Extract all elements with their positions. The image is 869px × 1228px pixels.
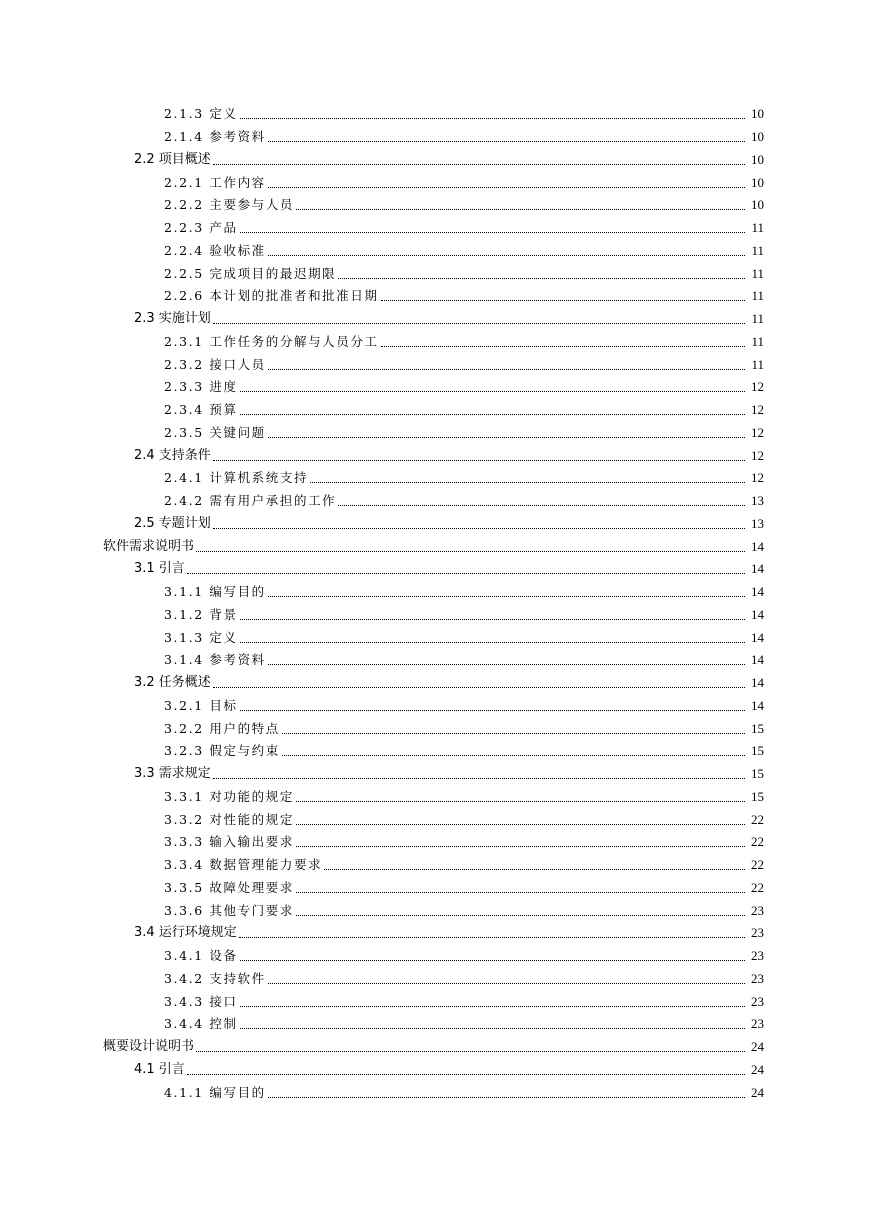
toc-entry-title: 3.1 引言 [134, 561, 185, 577]
toc-entry-title: 2.2.6 本计划的批准者和批准日期 [164, 288, 379, 304]
toc-entry-title: 3.1.3 定义 [164, 629, 238, 645]
dot-leader [296, 846, 745, 847]
dot-leader [296, 892, 745, 893]
toc-entry-title: 2.2.1 工作内容 [164, 174, 266, 190]
toc-page-number: 23 [751, 1016, 764, 1032]
toc-entry[interactable] [0, 558, 869, 581]
toc-entry[interactable] [0, 763, 869, 786]
toc-entry[interactable] [0, 854, 869, 877]
dot-leader [240, 118, 745, 119]
dot-leader [240, 391, 745, 392]
dot-leader [187, 1074, 745, 1075]
toc-entry[interactable] [0, 649, 869, 672]
toc-entry-title: 2.3.1 工作任务的分解与人员分工 [164, 333, 379, 349]
toc-page-number: 24 [751, 1061, 764, 1077]
toc-entry-title: 软件需求说明书 [103, 538, 195, 554]
dot-leader [381, 300, 745, 301]
toc-page-number: 11 [751, 333, 764, 349]
toc-page-number: 23 [751, 993, 764, 1009]
dot-leader [187, 573, 745, 574]
dot-leader [213, 687, 745, 688]
toc-page-number: 14 [751, 629, 764, 645]
dot-leader [268, 369, 745, 370]
toc-entry[interactable] [0, 899, 869, 922]
toc-page-number: 12 [751, 379, 764, 395]
toc-page-number: 14 [751, 561, 764, 577]
toc-entry[interactable] [0, 217, 869, 240]
toc-page-number: 24 [751, 1084, 764, 1100]
toc-page-number: 11 [751, 288, 764, 304]
toc-entry[interactable] [0, 194, 869, 217]
toc-page-number: 12 [751, 470, 764, 486]
toc-entry[interactable] [0, 1013, 869, 1036]
toc-page-number: 23 [751, 902, 764, 918]
toc-entry-title: 3.2.2 用户的特点 [164, 720, 280, 736]
toc-page-number: 14 [751, 606, 764, 622]
toc-entry[interactable] [0, 513, 869, 536]
toc-page-number: 10 [751, 197, 764, 213]
toc-entry[interactable] [0, 626, 869, 649]
dot-leader [240, 232, 745, 233]
dot-leader [268, 983, 745, 984]
toc-entry[interactable] [0, 422, 869, 445]
toc-page-number: 23 [751, 970, 764, 986]
dot-leader [296, 801, 745, 802]
dot-leader [324, 869, 745, 870]
toc-entry-title: 2.2.5 完成项目的最迟期限 [164, 265, 337, 281]
toc-entry-title: 2.2.3 产品 [164, 220, 238, 236]
dot-leader [268, 141, 745, 142]
toc-page-number: 10 [751, 174, 764, 190]
toc-entry[interactable] [0, 399, 869, 422]
toc-page-number: 22 [751, 834, 764, 850]
dot-leader [282, 733, 745, 734]
toc-entry[interactable] [0, 1036, 869, 1059]
toc-entry-title: 3.4.1 设备 [164, 948, 238, 964]
toc-entry-title: 3.1.2 背景 [164, 606, 238, 622]
toc-page-number: 22 [751, 879, 764, 895]
toc-entry[interactable] [0, 740, 869, 763]
toc-entry[interactable] [0, 535, 869, 558]
toc-entry-title: 3.4 运行环境规定 [134, 925, 237, 941]
toc-entry[interactable] [0, 353, 869, 376]
toc-entry[interactable] [0, 695, 869, 718]
dot-leader [381, 346, 745, 347]
dot-leader [338, 278, 745, 279]
dot-leader [310, 482, 745, 483]
toc-entry[interactable] [0, 786, 869, 809]
toc-page-number: 15 [751, 788, 764, 804]
dot-leader [213, 323, 745, 324]
toc-page-number: 15 [751, 720, 764, 736]
toc-entry[interactable] [0, 467, 869, 490]
toc-entry[interactable] [0, 490, 869, 513]
toc-page-number: 15 [751, 743, 764, 759]
toc-page-number: 11 [751, 311, 764, 327]
toc-entry-title: 2.3.4 预算 [164, 402, 238, 418]
dot-leader [338, 505, 745, 506]
toc-entry[interactable] [0, 444, 869, 467]
toc-page-number: 22 [751, 857, 764, 873]
dot-leader [239, 937, 745, 938]
toc-entry-title: 4.1 引言 [134, 1061, 185, 1077]
dot-leader [213, 528, 745, 529]
toc-entry-title: 3.2 任务概述 [134, 675, 211, 691]
toc-entry-title: 3.3 需求规定 [134, 766, 211, 782]
toc-entry[interactable] [0, 308, 869, 331]
dot-leader [268, 255, 745, 256]
toc-page-number: 23 [751, 948, 764, 964]
dot-leader [296, 915, 745, 916]
dot-leader [196, 1051, 745, 1052]
toc-entry[interactable] [0, 1081, 869, 1104]
toc-entry-title: 3.1.4 参考资料 [164, 652, 266, 668]
toc-entry[interactable] [0, 604, 869, 627]
dot-leader [240, 642, 745, 643]
toc-entry[interactable] [0, 808, 869, 831]
toc-page-number: 24 [751, 1039, 764, 1055]
toc-page-number: 10 [751, 129, 764, 145]
toc-entry-title: 概要设计说明书 [103, 1039, 195, 1055]
dot-leader [268, 1097, 745, 1098]
toc-page-number: 10 [751, 151, 764, 167]
dot-leader [282, 755, 745, 756]
toc-entry[interactable] [0, 990, 869, 1013]
toc-entry-title: 3.3.2 对性能的规定 [164, 811, 294, 827]
toc-entry-title: 2.1.4 参考资料 [164, 129, 266, 145]
toc-entry[interactable] [0, 262, 869, 285]
toc-entry[interactable] [0, 149, 869, 172]
toc-page-number: 23 [751, 925, 764, 941]
toc-entry-title: 2.3 实施计划 [134, 311, 211, 327]
toc-entry-title: 2.3.5 关键问题 [164, 424, 266, 440]
toc-page-number: 22 [751, 811, 764, 827]
toc-page-number: 11 [751, 242, 764, 258]
toc-entry-title: 4.1.1 编写目的 [164, 1084, 266, 1100]
dot-leader [268, 596, 745, 597]
toc-page-number: 14 [751, 652, 764, 668]
toc-page-number: 13 [751, 493, 764, 509]
toc-entry-title: 3.1.1 编写目的 [164, 584, 266, 600]
toc-page-number: 14 [751, 584, 764, 600]
dot-leader [268, 187, 745, 188]
toc-entry-title: 3.4.3 接口 [164, 993, 238, 1009]
toc-page-number: 10 [751, 106, 764, 122]
dot-leader [296, 824, 745, 825]
dot-leader [196, 551, 745, 552]
toc-entry[interactable] [0, 285, 869, 308]
dot-leader [296, 209, 745, 210]
toc-entry-title: 2.2.2 主要参与人员 [164, 197, 294, 213]
toc-page-number: 14 [751, 538, 764, 554]
toc-entry[interactable] [0, 103, 869, 126]
toc-entry-title: 2.2.4 验收标准 [164, 242, 266, 258]
toc-entry-title: 2.2 项目概述 [134, 151, 211, 167]
dot-leader [240, 710, 745, 711]
toc-entry[interactable] [0, 717, 869, 740]
toc-page-number: 13 [751, 515, 764, 531]
toc-entry[interactable] [0, 581, 869, 604]
toc-entry-title: 2.3.2 接口人员 [164, 356, 266, 372]
toc-entry[interactable] [0, 1059, 869, 1082]
dot-leader [240, 1028, 745, 1029]
toc-page-number: 11 [751, 220, 764, 236]
toc-page-number: 12 [751, 402, 764, 418]
toc-page-number: 15 [751, 766, 764, 782]
toc-entry-title: 3.3.5 故障处理要求 [164, 879, 294, 895]
toc-entry[interactable] [0, 968, 869, 991]
toc-entry[interactable] [0, 831, 869, 854]
toc-entry[interactable] [0, 877, 869, 900]
toc-entry[interactable] [0, 945, 869, 968]
toc-page-number: 14 [751, 675, 764, 691]
toc-entry-title: 3.4.2 支持软件 [164, 970, 266, 986]
toc-entry-title: 2.4 支持条件 [134, 447, 211, 463]
toc-entry[interactable] [0, 171, 869, 194]
toc-page-number: 11 [751, 356, 764, 372]
toc-entry-title: 3.2.3 假定与约束 [164, 743, 280, 759]
toc-entry[interactable] [0, 376, 869, 399]
dot-leader [240, 619, 745, 620]
dot-leader [240, 1006, 745, 1007]
toc-entry[interactable] [0, 240, 869, 263]
dot-leader [240, 414, 745, 415]
dot-leader [268, 664, 745, 665]
toc-page-number: 12 [751, 447, 764, 463]
toc-page-number: 11 [751, 265, 764, 281]
dot-leader [213, 460, 745, 461]
toc-entry-title: 2.3.3 进度 [164, 379, 238, 395]
toc-page-number: 14 [751, 697, 764, 713]
toc-entry-title: 2.5 专题计划 [134, 515, 211, 531]
toc-entry[interactable] [0, 331, 869, 354]
toc-entry-title: 3.3.4 数据管理能力要求 [164, 857, 323, 873]
table-of-contents [0, 103, 869, 1104]
dot-leader [213, 164, 745, 165]
dot-leader [268, 437, 745, 438]
toc-entry-title: 2.1.3 定义 [164, 106, 238, 122]
toc-page-number: 12 [751, 424, 764, 440]
toc-entry-title: 2.4.1 计算机系统支持 [164, 470, 309, 486]
toc-entry-title: 3.3.1 对功能的规定 [164, 788, 294, 804]
dot-leader [213, 778, 745, 779]
toc-entry[interactable] [0, 672, 869, 695]
toc-entry-title: 3.4.4 控制 [164, 1016, 238, 1032]
dot-leader [240, 960, 745, 961]
toc-entry[interactable] [0, 126, 869, 149]
toc-entry-title: 3.2.1 目标 [164, 697, 238, 713]
toc-entry-title: 3.3.6 其他专门要求 [164, 902, 294, 918]
toc-entry-title: 3.3.3 输入输出要求 [164, 834, 294, 850]
toc-entry[interactable] [0, 922, 869, 945]
toc-entry-title: 2.4.2 需有用户承担的工作 [164, 493, 337, 509]
